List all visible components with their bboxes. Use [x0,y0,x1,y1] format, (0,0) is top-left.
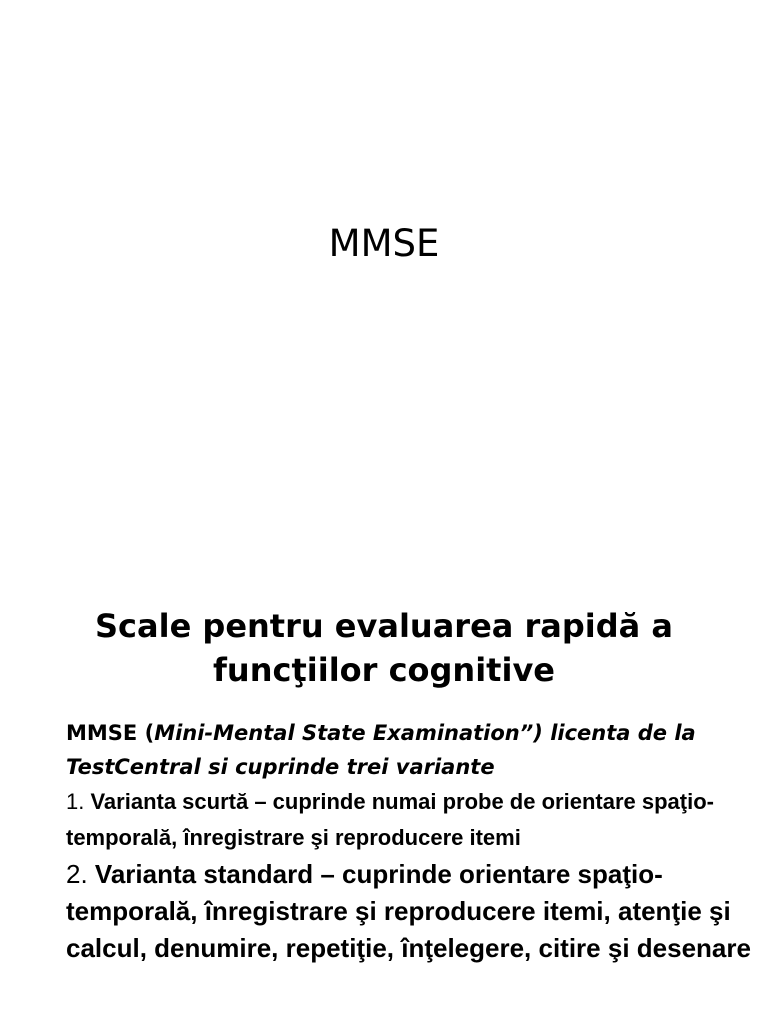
slide-2-title-line-2: funcţiilor cognitive [213,651,555,689]
list-item-number: 2. [66,859,95,889]
list-item-text: Varianta standard – cuprinde orientare spaţio-temporală, înregistrare şi reproducere itemi, atenţie şi calcul, denumire, repetiţie, înţelegere, citire şi desenare [66,859,751,963]
intro-italic-text: Mini-Mental State Examination”) licenta de la TestCentral si cuprinde trei variante [66,721,696,779]
slide-2-title-line-1: Scale pentru evaluarea rapidă a [94,607,673,645]
slide-2 [0,576,768,1024]
list-item [66,784,756,856]
list-item-text: Varianta scurtă – cuprinde numai probe de orientare spaţio-temporală, înregistrare şi reproducere itemi [66,789,714,850]
slide-1-title: MMSE [328,222,440,265]
intro-prefix: MMSE ( [66,721,155,745]
list-item [66,856,756,967]
mmse-intro-paragraph [66,716,756,784]
slide-2-body [66,716,756,967]
slide-2-title [40,604,728,692]
list-item-number: 1. [66,789,91,814]
